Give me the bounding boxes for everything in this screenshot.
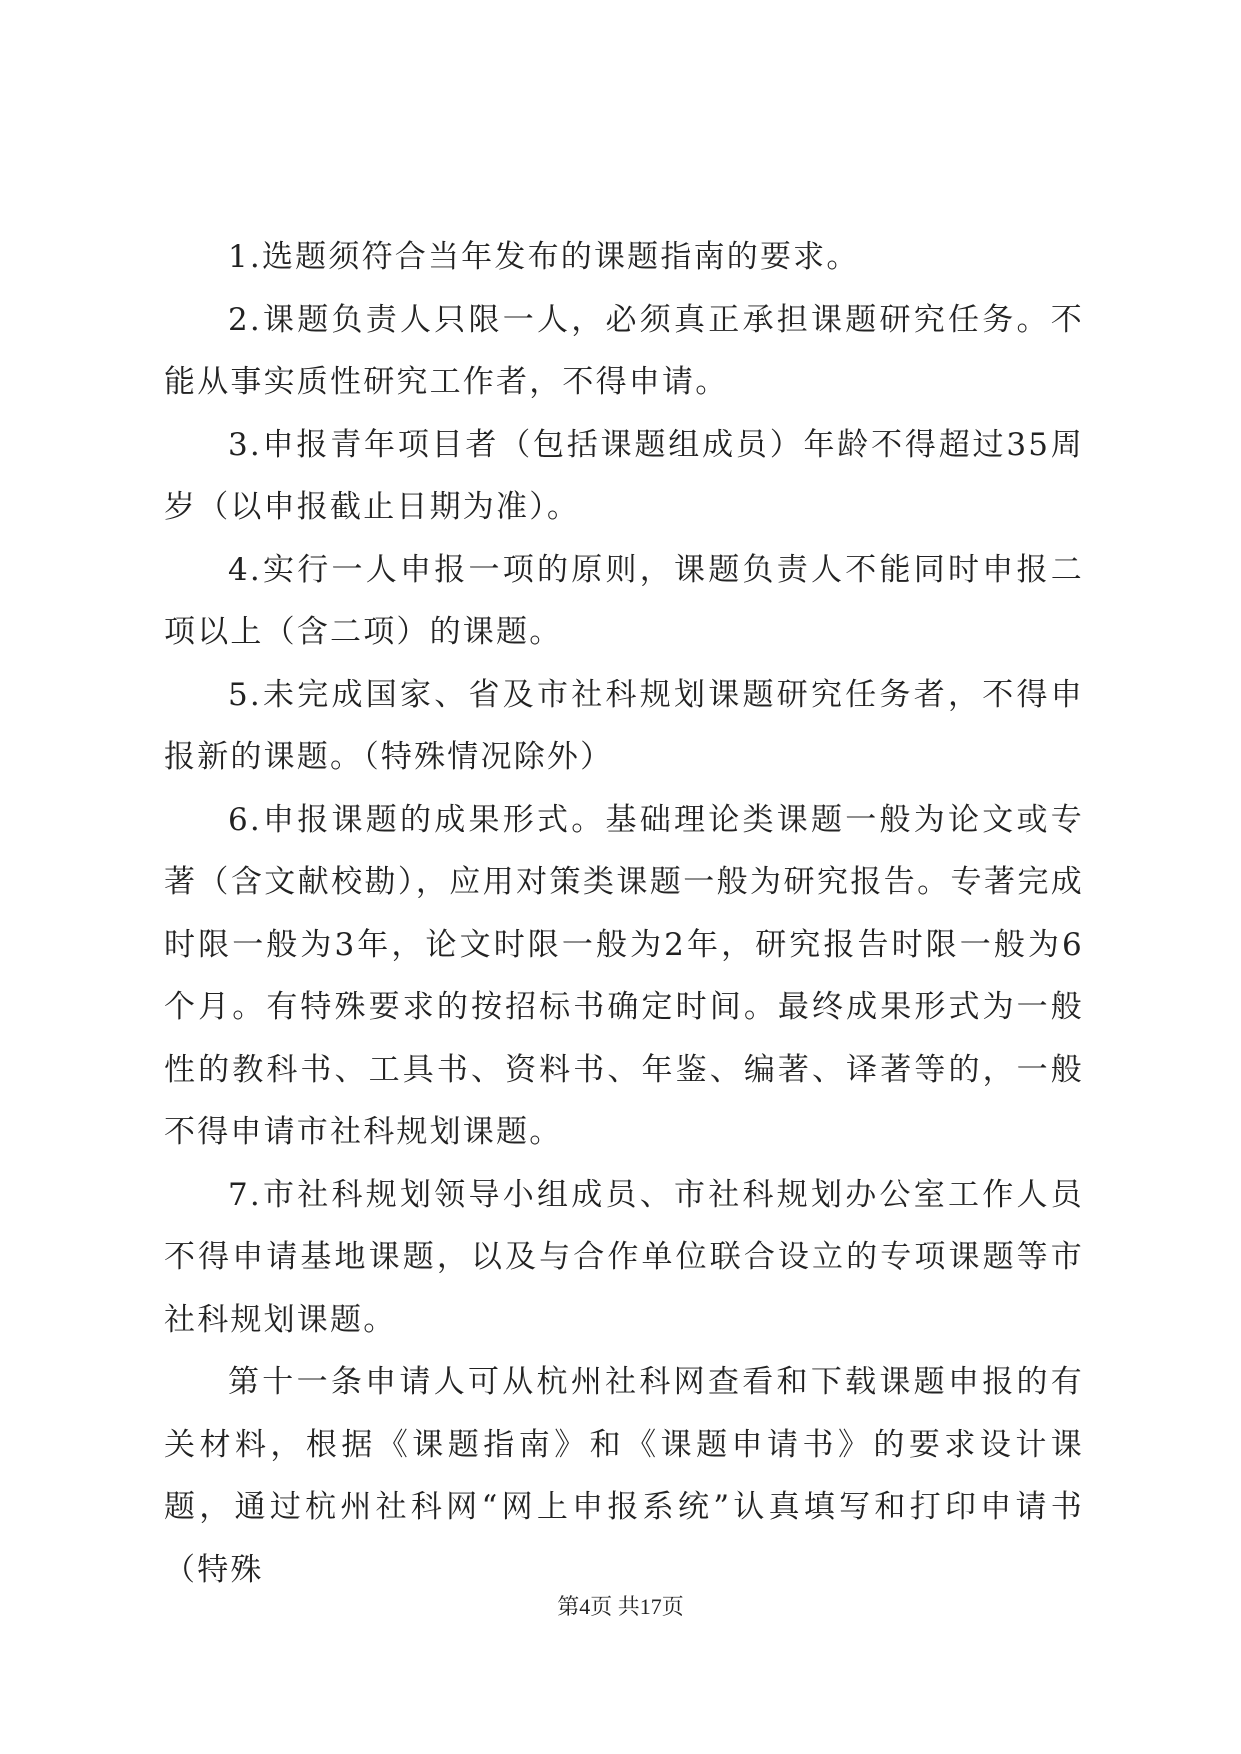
page-number-footer: 第4页 共17页: [557, 1594, 684, 1619]
paragraph-article-11: 第十一条申请人可从杭州社科网查看和下载课题申报的有关材料，根据《课题指南》和《课题申请书》的要求设计课题，通过杭州社科网“网上申报系统”认真填写和打印申请书（特殊: [164, 1364, 1084, 1588]
paragraph-item-4: 4.实行一人申报一项的原则，课题负责人不能同时申报二项以上（含二项）的课题。: [164, 551, 1084, 650]
paragraph-item-6: 6.申报课题的成果形式。基础理论类课题一般为论文或专著（含文献校勘），应用对策类课题一般为研究报告。专著完成时限一般为3年，论文时限一般为2年，研究报告时限一般为6个月。有特殊要求的按招标书确定时间。最终成果形式为一般性的教科书、工具书、资料书、年鉴、编著、译著等的，一般不得申请市社科规划课题。: [164, 801, 1084, 1150]
paragraph-item-3: 3.申报青年项目者（包括课题组成员）年龄不得超过35周岁（以申报截止日期为准）。: [164, 426, 1084, 525]
paragraph-item-1: 1.选题须符合当年发布的课题指南的要求。: [228, 239, 860, 275]
document-body: [164, 226, 1084, 1601]
paragraph-item-7: 7.市社科规划领导小组成员、市社科规划办公室工作人员不得申请基地课题，以及与合作单位联合设立的专项课题等市社科规划课题。: [164, 1176, 1084, 1338]
paragraph-item-5: 5.未完成国家、省及市社科规划课题研究任务者，不得申报新的课题。（特殊情况除外）: [164, 676, 1084, 775]
paragraph-item-2: 2.课题负责人只限一人，必须真正承担课题研究任务。不能从事实质性研究工作者，不得申请。: [164, 301, 1084, 400]
